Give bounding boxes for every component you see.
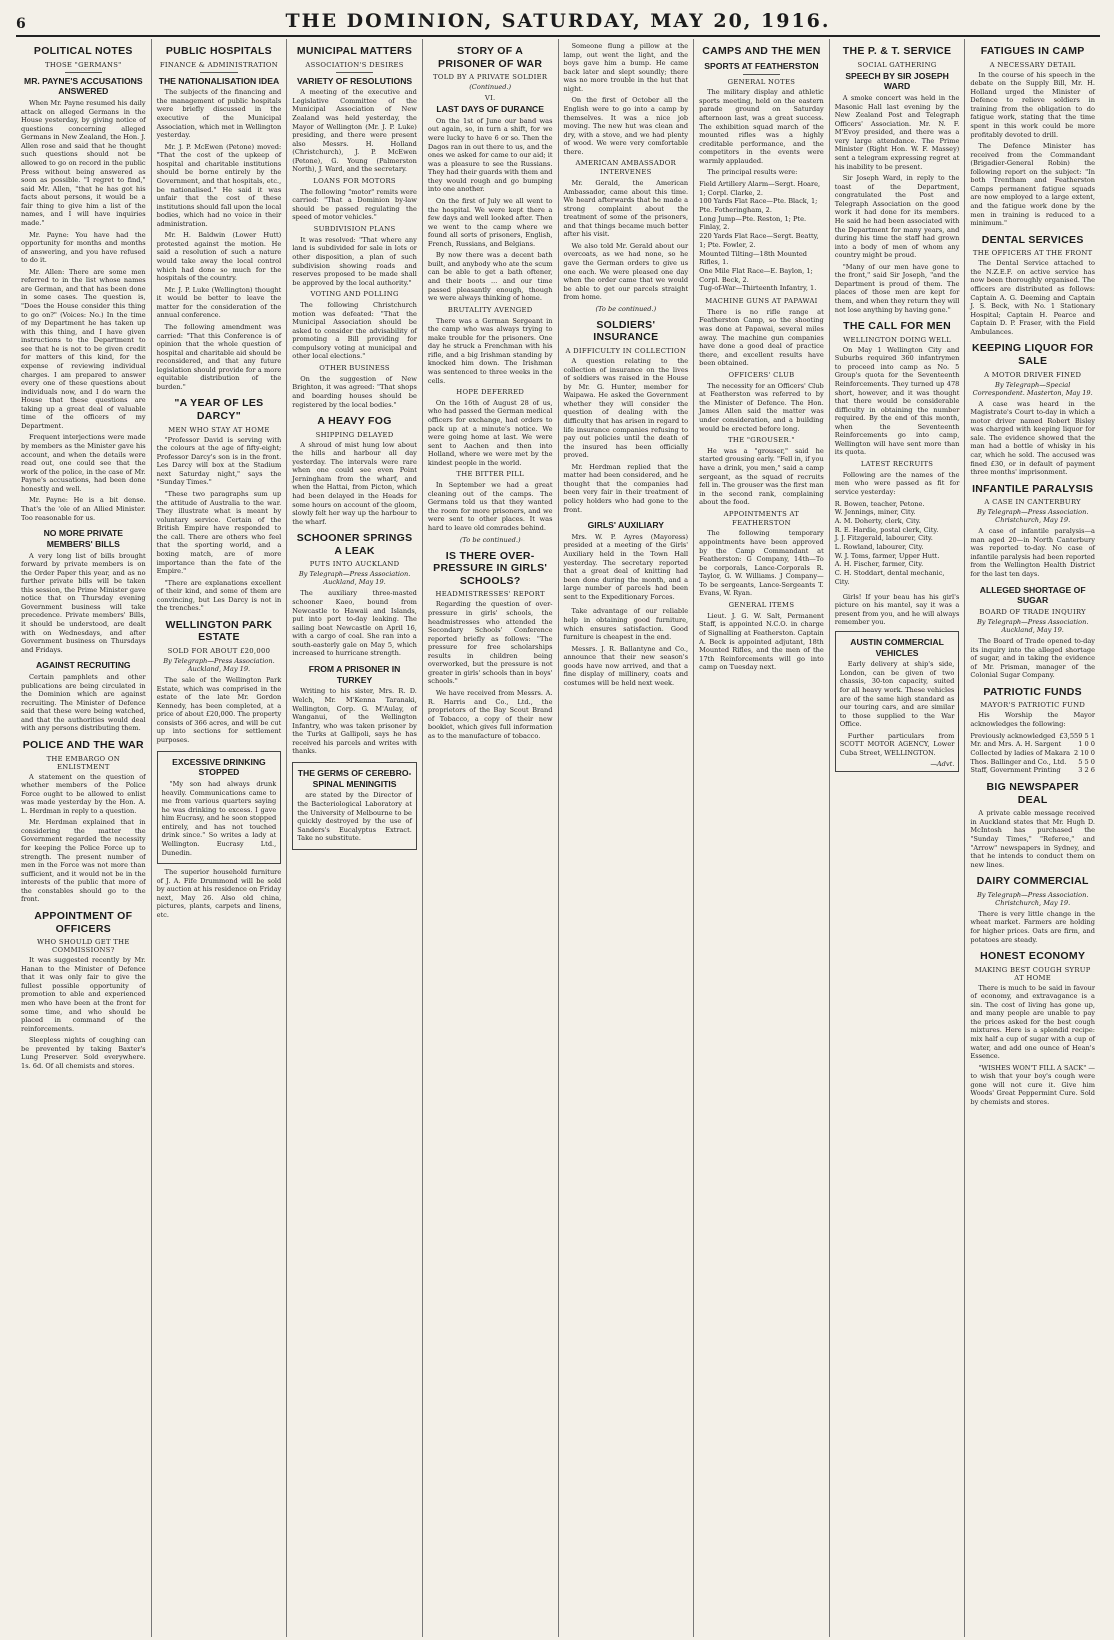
paragraph: Mrs. W. P. Ayres (Mayoress) presided at a meeting of the Girls' Auxiliary held in the Town Hall yesterday. The secretary reported that a great deal of knitting had been done during the month, and a large number of parcels had been sent to the Expeditionary Forces. (563, 532, 689, 601)
section-headline: GENERAL NOTES (727, 78, 796, 87)
article-body (157, 88, 282, 391)
list-item (970, 758, 1095, 767)
donation-amount: 2 10 0 (1074, 749, 1095, 757)
article-pt-service (835, 45, 960, 314)
section-headline: MR. PAYNE'S ACCUSATIONS ANSWERED (24, 75, 143, 97)
headline: PUBLIC HOSPITALS (165, 45, 272, 57)
paragraph: We have received from Messrs. A. R. Harris and Co., Ltd., the proprietors of the Bay Scout Brand of Tobacco, a copy of their new booklet, which gives full information as to the manufacture of tobacco. (427, 689, 553, 740)
article-body (428, 117, 553, 533)
paragraph: The sale of the Wellington Park Estate, which was comprised in the estate of the late Mr. Gordon Kennedy, has been completed, at a price of about £20,000. The property consists of 366 acres, and will be cut up into sections for settlement purposes. (156, 676, 282, 745)
headline: CAMPS AND THE MEN (702, 45, 821, 57)
paragraph: Mr. J. P. McEwen (Petone) moved: "That the cost of the upkeep of hospital and charitable institutions should be borne entirely by the Government, and that hospitals, etc., be nationalised." He said it was unfair that the cost of these institutions should fall upon the local bodies, which had no voice in their administration. (156, 142, 282, 228)
crosshead: OTHER BUSINESS (319, 364, 390, 372)
donation-amount: 5 5 0 (1078, 757, 1095, 766)
list-title: The principal results were: (707, 168, 798, 177)
subheadline: SOLD FOR ABOUT £20,000 (167, 647, 271, 656)
notices (564, 607, 689, 687)
page-title: THE DOMINION, SATURDAY, MAY 20, 1916. (285, 10, 831, 32)
subheadline: MEN WHO STAY AT HOME (168, 425, 270, 434)
paragraph: A meeting of the executive and Legislative Committee of the Municipal Association of New Zealand was held yesterday, the Mayor of Wellington (Mr. J. P. Luke) presiding, and there were present also Messrs. H. Holland (Christchurch), J. P. McEwen (Petone), G. Young (Palmerston North), J. Ward, and the secretary. (292, 88, 417, 174)
subheadline: THE OFFICERS AT THE FRONT (972, 249, 1093, 258)
headline: APPOINTMENT OF OFFICERS (34, 909, 133, 935)
section-headline: LAST DAYS OF DURANCE (436, 104, 544, 115)
column-1 (16, 39, 151, 1637)
headline: NO MORE PRIVATE MEMBERS' BILLS (43, 528, 124, 549)
article-body (21, 956, 146, 1070)
paragraph: His Worship the Mayor acknowledges the following: (970, 711, 1095, 729)
article-body (970, 527, 1095, 578)
masthead (16, 6, 1100, 37)
article-dental-services (970, 234, 1095, 337)
paragraph: In September we had a great cleaning out of the camps. The Germans told us that they wanted the room for more prisoners, and we were sent to other places. It was hard to leave old comrades behind. (427, 481, 553, 533)
list-item: R. Bowen, teacher, Petone. (834, 499, 925, 508)
article-body (21, 99, 146, 522)
paragraph: Mr. H. Baldwin (Lower Hutt) protested against the motion. He said a resolution of such a nature would take away the local control which had done so much for the hospitals of the country. (156, 231, 282, 283)
continued-note: (To be continued.) (459, 535, 521, 544)
crosshead: MACHINE GUNS AT PAPAWAI (705, 297, 818, 306)
donor-name: Previously acknowledged (970, 731, 1056, 740)
subheadline: WHO SHOULD GET THE COMMISSIONS? (37, 938, 130, 955)
paragraph: Early delivery at ship's side, London, can be given of two chassis, 30-ton capacity, suited for all heavy work. These vehicles are of the same high standard as our touring cars, and are similar to those supplied to the War Office. (839, 660, 955, 729)
crosshead: VOTING AND POLLING (310, 290, 399, 299)
column-6 (693, 39, 829, 1637)
subheadline: A MOTOR DRIVER FINED (984, 370, 1082, 379)
subheadline: SPORTS AT FEATHERSTON (704, 60, 819, 71)
recruits-list (835, 500, 960, 587)
paragraph: By now there was a decent bath built, and anybody who ate the scum can be able to get a bath oftener, and their boots ... and our time passed pleasantly enough, though we were always thinking of home. (427, 251, 553, 303)
paragraph: Following are the names of the men who were passed as fit for service yesterday: (834, 470, 960, 496)
article-body (835, 346, 960, 497)
article-les-darcy (157, 397, 282, 612)
paragraph: Regarding the question of over-pressure in girls' schools, the headmistresses who attended the Secondary Schools' Conference reported briefly as follows: "The pressure for free scholarships results in children being overworked, but the pressure is not greater in girls' schools than in boys' schools." (427, 600, 553, 686)
subheadline: A DIFFICULTY IN COLLECTION (565, 347, 687, 356)
paragraph: The superior household furniture of J. A. Fife Drummond will be sold by auction at his residence on Friday next, May 26. Also old china, pictures, plants, carpets and linens, etc. (156, 868, 282, 919)
subheadline: WELLINGTON DOING WELL (843, 335, 951, 344)
article-newspaper-deal (970, 781, 1095, 869)
headline: "A YEAR OF LES DARCY" (174, 397, 264, 423)
dateline: By Telegraph—Press Association. Christchurch, May 19. (976, 890, 1089, 907)
advert-body (840, 660, 955, 757)
subheadline: SHIPPING DELAYED (315, 430, 394, 439)
paragraph: Mr. J. P. Luke (Wellington) thought it would be better to leave the matter for the consideration of the annual conference. (156, 285, 282, 320)
page-number: 6 (16, 16, 26, 32)
list-item: Long Jump—Pte. Reston, 1; Pte. Finlay, 2. (699, 214, 807, 232)
paragraph: There is no rifle range at Featherston Camp, so the shooting was done at Papawai, several miles away. The machine gun companies have done a good deal of practice there, and excellent results have been obtained. (699, 307, 824, 368)
crosshead: THE "GROUSER." (728, 436, 795, 445)
article-against-recruiting (21, 660, 146, 733)
article-body (970, 984, 1095, 1107)
paragraph: It was suggested recently by Mr. Hanan to the Minister of Defence that it was only fair to give the fullest possible opportunity of promotion to able and experienced men who have been at the front for some time, and who should be placed in command of the reinforcements. (21, 956, 146, 1033)
paragraph: The following temporary appointments have been approved by the Camp Commandant at Featherston: G Company, 14th—To be corporals, Lance-Corporals R. Taylor, G. W. Williams. J Company—To be sergeants, Lance-Sergeants T. Evans, W. Ryan. (699, 529, 824, 598)
paragraph: A question relating to the collection of insurance on the lives of soldiers was raised in the House by Mr. G. Hunter, member for Waipawa. He asked the Government whether they will consider the question of dealing with the difficulty that has arisen in regard to life insurance companies refusing to pay out policies until the death of the insured has been officially proved. (563, 357, 689, 460)
subheadline: TOLD BY A PRIVATE SOLDIER (433, 73, 548, 82)
paragraph: A statement on the question of whether members of the Police Force ought to be allowed to enlist was made yesterday by the Hon. A. L. Herdman in reply to a question. (21, 772, 146, 815)
headline: KEEPING LIQUOR FOR SALE (971, 342, 1094, 367)
paragraph: "Professor David is serving with the colours at the age of fifty-eight; Professor Darcy's son is in the front. Les Darcy will box at the Stadium next Saturday night," says the "Sunday Times." (156, 435, 282, 487)
list-item: L. Rowland, labourer, City. (834, 543, 924, 552)
headline: DENTAL SERVICES (981, 233, 1084, 246)
list-item: 220 Yards Flat Race—Sergt. Beatty, 1; Pte. Fowler, 2. (699, 232, 819, 249)
list-item (970, 740, 1095, 749)
list-item (970, 749, 1095, 758)
article-political-notes (21, 45, 146, 522)
paragraph: He was a "grouser," said he started grousing early. "Fell in, if you have a drink, you men," said a camp sergeant, as the squad of recruits fell in. The grouser was the first man in the second rank, complaining about the food. (699, 446, 824, 507)
list-item: A. M. Doherty, clerk, City. (834, 516, 921, 525)
article-keeping-liquor (970, 342, 1095, 476)
subheadline: SOCIAL GATHERING (857, 60, 937, 69)
crosshead: OFFICERS' CLUB (728, 370, 795, 379)
article-body (292, 589, 417, 658)
article-body (564, 357, 689, 514)
headline: A HEAVY FOG (317, 415, 392, 428)
paragraph: The subjects of the financing and the management of public hospitals were briefly discussed in the executive of the Municipal Association, which met in Wellington yesterday. (156, 88, 282, 140)
article-body (157, 676, 282, 745)
article-body (292, 687, 417, 756)
headline: AGAINST RECRUITING (36, 660, 131, 671)
headline: AUSTIN COMMERCIAL VEHICLES (850, 636, 944, 658)
paragraph: Mr. Allen: There are some men referred to in the list whose names are German, and that has been done in some cases. The question is, "Does the House consider this thing to go on?" (Voices: No.) In the time of my Department he has taken up with this thing, and I have given instructions to the Department to see that he is not to be given credit for matters of this kind, for the expense of reviewing individual charges. I am prepared to answer every one of these questions about individuals now, and I do warn the House that these questions are taking up a great deal of valuable time of the officers of my Department. (21, 267, 146, 430)
headline: POLITICAL NOTES (33, 45, 133, 57)
list-item: One Mile Flat Race—E. Baylon, 1; Corpl. Beck, 2. (699, 266, 813, 284)
paragraph: The auxiliary three-masted schooner Kaeo, bound from Newcastle to Hawaii and Islands, put into port to-day leaking. The sailing boat Newcastle on April 16, with a cargo of coal. She ran into a south-easterly gale on May 5, which increased to hurricane strength. (292, 589, 417, 658)
article-body (564, 533, 689, 602)
list-item: Mounted Tilting—18th Mounted Rifles, 1. (699, 249, 808, 267)
article-body (970, 809, 1095, 869)
article-fatigues (970, 45, 1095, 228)
headline: THE P. & T. SERVICE (842, 45, 952, 57)
donor-name: Mr. and Mrs. A. H. Sargent (970, 740, 1062, 749)
advertisement-paragraph: Sleepless nights of coughing can be prevented by taking Baxter's Lung Preserver. Sold everywhere. 1s. 6d. Of all chemists and stores. (21, 1036, 146, 1070)
article-body (835, 94, 960, 314)
paragraph: There is very little change in the wheat market. Farmers are holding for higher prices. Oats are firm, and potatoes are steady. (970, 909, 1095, 944)
paragraph: Certain pamphlets and other publications are being circulated in the Dominion which are against recruiting. The Minister of Defence said that these were being watched, and that the authorities would deal with any persons distributing them. (21, 673, 146, 733)
article-sugar-shortage (970, 585, 1095, 680)
article-body (970, 910, 1095, 944)
article-body (564, 42, 689, 302)
subheadline: BOARD OF TRADE INQUIRY (979, 608, 1086, 617)
column-2 (151, 39, 287, 1637)
crosshead: LATEST RECRUITS (860, 460, 934, 469)
article-honest-economy (970, 950, 1095, 1106)
continued-note: (Continued.) (469, 83, 512, 92)
headline: BIG NEWSPAPER DEAL (986, 781, 1079, 806)
article-prisoner-of-war (428, 45, 553, 544)
list-item: 100 Yards Flat Race—Pte. Black, 1; Pte. Fotheringham, 2. (699, 197, 818, 215)
column-grid (16, 39, 1100, 1637)
headline: THE GERMS OF CEREBRO-SPINAL MENINGITIS (297, 767, 412, 789)
paragraph: Girls! If your beau has his girl's picture on his mantel, say it was a present from you, and he will always remember you. (834, 592, 960, 627)
paragraph: Sir Joseph Ward, in reply to the toast of the Department, congratulated the Post and Telegraph Association on the good work it had done for its members. He said he had been associated with the Department for many years, and during his time the staff had grown into a body of men of whom any country might be proud. (834, 174, 960, 260)
paragraph: Lieut. J. G. W. Salt, Permanent Staff, is appointed N.C.O. in charge of Signalling at Featherston. Captain A. Beck is appointed adjutant, 18th Mounted Rifles, and the men of the 17th Reinforcements will go into camp on Tuesday next. (699, 611, 824, 672)
article-body (292, 441, 417, 527)
headline: POLICE AND THE WAR (22, 738, 144, 751)
section-headline: VARIETY OF RESOLUTIONS (296, 75, 413, 86)
headline: SCHOONER SPRINGS A LEAK (296, 532, 413, 557)
paragraph: The military display and athletic sports meeting, held on the eastern parade ground on Saturday afternoon last, was a great success. The exhibition squad march of the mounted rifles was a highly creditable performance, and the competitors in the events were warmly applauded. (699, 88, 824, 165)
paragraph: The Defence Minister has received from the Commandant (Brigadier-General Robin) the following report on the subject: "In both Trentham and Featherston Camps permanent fatigue squads are now employed to a large extent, and the fatigue work done by the men in training is reduced to a minimum." (970, 142, 1095, 228)
donations-list (970, 732, 1095, 776)
donation-amount: 1 0 0 (1078, 740, 1095, 749)
paragraph: A smoke concert was held in the Masonic Hall last evening by the New Zealand Post and Telegraph Officers' Association. Mr. N. F. M'Evoy presided, and there was a very large attendance. The Prime Minister (Right Hon. W. F. Massey) sent a telegram expressing regret at his inability to be present. (834, 94, 960, 171)
crosshead: AMERICAN AMBASSADOR INTERVENES (575, 159, 677, 177)
paragraph: Take advantage of our reliable help in obtaining good furniture, which ensures satisfaction. Good furniture is cheapest in the end. (563, 607, 689, 642)
paragraph: Writing to his sister, Mrs. R. D. Welch, Mr. M'Kenna Taranaki, Wellington, Corp. G. M'Aulay, of Wanganui, of the Wellington Infantry, who was taken prisoner by the Turks at Gallipoli, says he has received his parcels and writes with thanks. (292, 687, 417, 756)
paragraph: A case of infantile paralysis—a man aged 20—in North Canterbury was reported to-day. No case of infantile paralysis had been reported from the Wellington Health District for the last ten days. (970, 527, 1095, 579)
paragraph: The Board of Trade opened to-day its inquiry into the alleged shortage of sugar, and in taking the evidence of Mr. Prisman, manager of the Colonial Sugar Company. (970, 637, 1095, 680)
donation-amount: £3,559 5 1 (1059, 731, 1095, 740)
crosshead: THE BITTER PILL (456, 470, 524, 479)
article-body (292, 88, 417, 409)
paragraph: "These two paragraphs sum up the attitude of Australia to the war. They illustrate what is meant by voluntary service. Certain of the British Empire have responded to the call. There are others who feel that the sporting world, and a boxing match, are of more importance than the fate of the Empire." (156, 490, 282, 576)
column-7 (829, 39, 965, 1637)
dateline: By Telegraph—Press Association. Auckland, May 19. (163, 657, 275, 674)
column-3 (286, 39, 422, 1637)
article-municipal-matters (292, 45, 417, 409)
paragraph: It was resolved: "That where any land is subdivided for sale in lots or other disposition, a plan of such subdivision showing roads and reserves proposed to be made shall be approved by the local authority." (292, 235, 417, 287)
article-soldiers-insurance (564, 319, 689, 514)
list-item: C. H. Stoddart, dental mechanic, City. (834, 569, 945, 586)
part-number: VI. (484, 94, 496, 103)
headline: INFANTILE PARALYSIS (972, 482, 1094, 495)
subheadline: A CASE IN CANTERBURY (984, 498, 1081, 507)
advert-excessive-drinking (157, 751, 282, 865)
headline: MUNICIPAL MATTERS (296, 45, 413, 57)
subheadline: ASSOCIATION'S DESIRES (305, 60, 404, 69)
paragraph: The following Christchurch motion was defeated: "That the Municipal Association should be asked to consider the advisability of promoting a Bill providing for compulsory voting at municipal and other local elections." (292, 301, 417, 361)
paragraph: A case was heard in the Magistrate's Court to-day in which a motor driver named Robert Bisley was charged with keeping liquor for sale. The evidence showed that the man had a bottle of whisky in his car, which he sold. The accused was fined £30, or in default of payment three months' imprisonment. (970, 399, 1095, 477)
article-infantile-paralysis (970, 483, 1095, 579)
article-schooner-leak (292, 532, 417, 658)
donor-name: Staff, Government Printing (970, 766, 1061, 775)
headline: HONEST ECONOMY (980, 950, 1086, 963)
article-body (21, 552, 146, 655)
paragraph: Frequent interjections were made by members as the Minister gave his account, and when the details were read out, one could see that the work of the police, in the case of Mr. Payne's accusations, had been done honestly and well. (21, 433, 146, 493)
column-4 (422, 39, 558, 1637)
column-5 (558, 39, 694, 1637)
headline: GIRLS' AUXILIARY (587, 520, 664, 531)
advert-austin-vehicles (835, 631, 960, 773)
advert-tag: —Advt. (930, 760, 955, 769)
donor-name: Collected by ladies of Makara (970, 749, 1071, 757)
headline: STORY OF A PRISONER OF WAR (438, 45, 543, 70)
crosshead: BRUTALITY AVENGED (447, 305, 533, 314)
subheadline: MAYOR'S PATRIOTIC FUND (980, 701, 1086, 710)
headline: THE CALL FOR MEN (843, 320, 951, 333)
list-item: Tug-of-War—Thirteenth Infantry, 1. (699, 284, 817, 293)
column-8 (964, 39, 1100, 1637)
crosshead: SUBDIVISION PLANS (313, 225, 396, 234)
dateline: By Telegraph—Special Correspondent. Masterton, May 19. (972, 380, 1093, 397)
headline: DAIRY COMMERCIAL (976, 875, 1089, 888)
advert-body (162, 780, 277, 857)
crosshead: HOPE DEFERRED (456, 388, 525, 397)
article-appointment-officers (21, 910, 146, 1071)
paragraph: A private cable message received in Auckland states that Mr. Hugh D. McIntosh has purchased the "Sunday Times," "Referee," and "Arrow" newspapers in Sydney, and that he intends to conduct them on new lines. (970, 809, 1095, 869)
paragraph: "There are explanations excellent of their kind, and some of them are convincing, but Les Darcy is not in the trenches." (156, 578, 282, 613)
paragraph: The following amendment was carried: "That this Conference is of opinion that the whole question of hospital and charitable aid should be reconsidered, and that any future legislation should provide for a more equitable distribution of the burden." (156, 322, 282, 391)
list-item (970, 766, 1095, 775)
notice (835, 593, 960, 627)
paragraph: On the suggestion of New Brighton, it was agreed: "That shops and boarding houses should be registered by the local bodies." (292, 374, 417, 409)
paragraph: Someone flung a pillow at the lamp, out went the light, and the boys gave him a bump. He came back later and slept soundly; there was no more trouble in the hut that night. (563, 42, 689, 93)
results-list (699, 180, 824, 293)
headline: ALLEGED SHORTAGE OF SUGAR (979, 584, 1086, 606)
list-item: R. E. Hardie, postal clerk, City. (834, 525, 939, 534)
paragraph: The necessity for an Officers' Club at Featherston was referred to by the Minister of Defence. The Hon. James Allen said the matter was under consideration, and a building would be erected before long. (699, 381, 824, 433)
paragraph: The Dental Service attached to the N.Z.E.F. on active service has now been thoroughly organised. The officers are distributed as follows: Captain A. G. Deeming and Captain J. S. Beck, with No. 1 Stationary Hospital; Captain H. Pearce and Captain D. P. Fraser, with the Field Ambulances. (970, 259, 1095, 336)
advert-body (297, 791, 412, 842)
subheadline: PUTS INTO AUCKLAND (309, 560, 400, 569)
list-item: Field Artillery Alarm—Sergt. Hoare, 1; Corpl. Clarke, 2. (699, 179, 821, 197)
article-park-estate (157, 619, 282, 745)
article-prisoner-continued (564, 42, 689, 313)
paragraph: Mr. Payne: You have had the opportunity for months and months of answering, and you have refused to do it. (21, 230, 146, 265)
subheadline: HEADMISTRESSES' REPORT (435, 590, 545, 599)
subheadline: THOSE "GERMANS" (45, 60, 122, 69)
crosshead: LOANS FOR MOTORS (313, 176, 396, 185)
headline: SOLDIERS' INSURANCE (593, 318, 659, 344)
dateline: By Telegraph—Press Association. Christchurch, May 19. (976, 508, 1089, 525)
subheadline: THE EMBARGO ON ENLISTMENT (46, 754, 121, 771)
paragraph: On the first of October all the English were to go into a camp by themselves. It was a nice job moving. The new hut was clean and dry, with a stove, and we had plenty of wood. We were very comfortable there. (563, 96, 689, 156)
article-body (970, 637, 1095, 680)
list-item: J. J. Fitzgerald, labourer, City. (834, 534, 933, 543)
paragraph: Mr. Herdman explained that in considering the matter the Government regarded the necessity for keeping the Police Force up to strength. The present number of men in the Force was not more than sufficient, and it would not be in the interests of the public that more of the constables should go to the front. (21, 818, 146, 904)
paragraph: There was a German Sergeant in the camp who was always trying to make trouble for the prisoners. One day he struck a Frenchman with his rifle, and a big Irishman standing by knocked him down. The Irishman was sentenced to three weeks in the cells. (427, 316, 553, 385)
headline: PATRIOTIC FUNDS (983, 685, 1082, 698)
headline: IS THERE OVER-PRESSURE IN GIRLS' SCHOOLS? (433, 549, 548, 587)
paragraph: Messrs. J. R. Ballantyne and Co., announce that their new season's goods have now arrived, and that a fine display of millinery, coats and costumes will be held next week. (563, 644, 689, 687)
article-prisoner-turkey (292, 664, 417, 756)
crosshead: GENERAL ITEMS (728, 600, 795, 609)
paragraph: Mr. Herdman replied that the matter had been considered, and he thought that the companies had been very fair in their treatment of policy holders who had gone to the front. (563, 462, 689, 514)
headline: FATIGUES IN CAMP (980, 45, 1085, 57)
headline: FROM A PRISONER IN TURKEY (308, 663, 401, 685)
list-item: W. Jennings, miner, City. (834, 508, 916, 517)
headline: WELLINGTON PARK ESTATE (165, 618, 273, 644)
continued-note: (To be continued.) (595, 304, 657, 313)
list-item: A. H. Fischer, farmer, City. (834, 560, 924, 569)
divider (200, 72, 237, 73)
article-police-and-war (21, 739, 146, 904)
paragraph: "Many of our men have gone to the front," said Sir Joseph, "and the Department is proud of them. The places of those men are kept for them, and when they return they will not lose anything by having gone." (834, 262, 960, 314)
paragraph: When Mr. Payne resumed his daily attack on alleged Germans in the House yesterday, by giving notice of questions concerning alleged Germans in New Zealand, the Hon. J. Allen rose and said that he thought such questions should not be allowed to go on record in the public Press without being answered as soon as possible. "I regret to find," said Mr. Allen, "that he has got his facts about persons, it would be a fair thing to give him a list of the names, and I will have inquiries made." (21, 99, 146, 227)
paragraph: A shroud of mist hung low about the hills and harbour all day yesterday. The intervals were rare when one could see even Point Jerningham from the wharf, and when the Hattai, from Picton, which had been delayed in the Heads for some hours on account of the gloom, slowly felt her way up the harbour to the wharf. (292, 440, 417, 526)
article-body (699, 297, 824, 672)
paragraph: "My son had always drunk heavily. Communications came to me from various quarters saying he was drinking to excess. I gave him Eucrasy, and he soon stopped entirely, and has not touched drink since." So writes a lady at Wellington. Eucrasy Ltd., Dunedin. (161, 780, 277, 857)
article-body (970, 711, 1095, 728)
paragraph: On the 1st of June our band was out again, so, in turn a shift, for we were lucky to have 6 or so. Then the Dagos ran in out there to us, and the ones we asked for came to our aid; it was a pleasure to see the Russians. They had their guards with them and they would rough and go bumping into one another. (427, 116, 553, 194)
article-heavy-fog (292, 415, 417, 526)
article-body (970, 71, 1095, 228)
paragraph: In the course of his speech in the debate on the Supply Bill, Mr. H. Holland urged the Minister of Defence to relieve soldiers in training from the obligation to do fatigue work, stating that the time spent in this work could be more profitably devoted to drill. (970, 70, 1095, 139)
list-item (970, 732, 1095, 741)
article-camps-and-men (699, 45, 824, 672)
subheadline: MAKING BEST COUGH SYRUP AT HOME (974, 965, 1091, 982)
article-patriotic-funds (970, 686, 1095, 775)
paragraph: On May 1 Wellington City and Suburbs required 360 infantrymen to proceed into camp as No. 5 Group's quota for the Seventeenth Reinforcements. They turned up 478 short, however, and it was thought that there would be considerable difficulty in obtaining the number required. By the end of this month, when the Seventeenth Reinforcements go into camp, Wellington will have sent more than its quota. (834, 345, 960, 457)
contact-line: Further particulars from SCOTT MOTOR AGENCY, Lower Cuba Street, WELLINGTON. (839, 731, 955, 757)
article-body (21, 673, 146, 733)
paragraph: On the 16th of August 28 of us, who had passed the German medical officers for exchange, had orders to pack up at a minute's notice. We were going home at last. We were sent to Aachen and then into Holland, where we were met by the kindest people in the world. (427, 398, 553, 467)
paragraph: "WISHES WON'T FILL A SACK" — to wish that your boy's cough were gone will not cure it. Give him Woods' Great Peppermint Cure. Sold by chemists and stores. (970, 1063, 1095, 1106)
dateline: By Telegraph—Press Association. Auckland, May 19. (976, 618, 1089, 635)
article-call-for-men (835, 320, 960, 586)
article-body (157, 436, 282, 613)
paragraph: A very long list of bills brought forward by private members is on the Order Paper this year, and as no further private bills will be taken this session, the Prime Minister gave notice that on Thursday evening Government business will take precedence. Private members' Bills, it should be understood, are dealt with on Wednesdays, and after Government business on Thursdays and Fridays. (21, 551, 146, 654)
section-headline: SPEECH BY SIR JOSEPH WARD (845, 70, 949, 92)
paragraph: Mr. Payne: He is a bit dense. That's the 'ole of an Allied Minister. Too reasonable for us. (21, 496, 146, 522)
article-girls-auxiliary (564, 520, 689, 601)
list-item: W. J. Toms, farmer, Upper Hutt. (834, 551, 940, 560)
subheadline: A NECESSARY DETAIL (989, 60, 1076, 69)
section-headline: THE NATIONALISATION IDEA (158, 75, 280, 86)
article-body (428, 600, 553, 740)
dateline: By Telegraph—Press Association. Auckland, May 19. (298, 570, 411, 587)
article-body (699, 88, 824, 177)
paragraph: Mr. Gerald, the American Ambassador, came about this time. We heard afterwards that he made a strong complaint about the treatment of some of the prisoners, and that things became much better after his visit. (563, 178, 689, 239)
paragraph: are stated by the Director of the Bacteriological Laboratory at the University of Melbourne to be quickly destroyed by the use of Sanders's Eucalyptus Extract. Take no substitute. (297, 791, 412, 843)
article-commercial (970, 875, 1095, 944)
donation-amount: 3 2 6 (1078, 766, 1095, 775)
paragraph: We also told Mr. Gerald about our overcoats, as we had none, so he gave the German orders to give us one each. We were pleased one day when the order came that we would be able to get our parcels straight from home. (563, 241, 689, 302)
subheadline: FINANCE & ADMINISTRATION (159, 60, 279, 69)
paragraph: There is much to be said in favour of economy, and extravagance is a sin. The cost of living has gone up, and many people are unable to pay the prices asked for the best cough mixtures. Here is a splendid recipe: mix half a cup of sugar with a cup of water, and add one ounce of Hean's Essence. (970, 983, 1095, 1061)
article-private-bills (21, 528, 146, 654)
donor-name: Thos. Ballinger and Co., Ltd. (970, 757, 1067, 766)
paragraph: On the first of July we all went to the hospital. We were kept there a few days and well looked after. Then we went to the camp where we found all sorts of prisoners, English, French, Russians, and Belgians. (427, 196, 553, 248)
headline: EXCESSIVE DRINKING STOPPED (172, 756, 266, 778)
article-public-hospitals (157, 45, 282, 391)
advert-meningitis (292, 762, 417, 850)
crosshead: APPOINTMENTS AT FEATHERSTON (723, 509, 800, 527)
divider (65, 72, 102, 73)
divider (336, 72, 373, 73)
article-over-pressure (428, 550, 553, 741)
article-body (970, 400, 1095, 477)
divider (743, 74, 780, 75)
article-body (21, 773, 146, 904)
paragraph: The following "motor" remits were carried: "That a Dominion by-law should be passed regulating the speed of motor vehicles." (292, 187, 417, 222)
article-body (970, 259, 1095, 336)
notice-body (157, 868, 282, 919)
